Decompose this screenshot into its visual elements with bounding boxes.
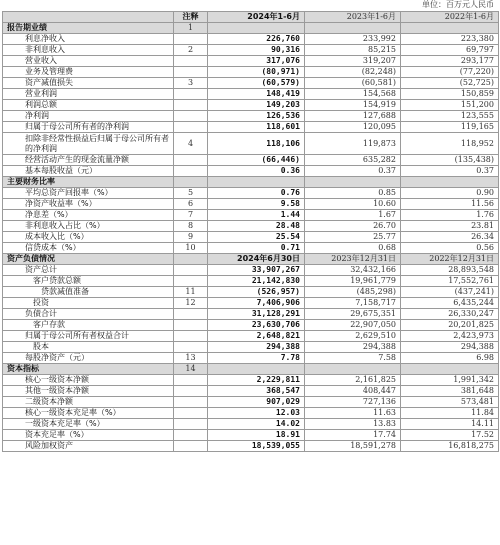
row-prior-value-2: 23.81 bbox=[401, 221, 499, 232]
row-prior-value-1: (82,248) bbox=[305, 67, 401, 78]
row-label: 业务及管理费 bbox=[3, 67, 174, 78]
row-current-value: 25.54 bbox=[208, 232, 305, 243]
row-current-value: 368,547 bbox=[208, 386, 305, 397]
row-label: 资产总计 bbox=[3, 265, 174, 276]
section-empty-cell bbox=[208, 23, 305, 34]
row-prior-value-2: 69,797 bbox=[401, 45, 499, 56]
row-prior-value-2: 151,200 bbox=[401, 100, 499, 111]
row-note bbox=[174, 397, 208, 408]
row-prior-value-1: 233,992 bbox=[305, 34, 401, 45]
row-label: 成本收入比（%） bbox=[3, 232, 174, 243]
subheader-current-date: 2024年6月30日 bbox=[208, 254, 305, 265]
table-header-row bbox=[3, 12, 499, 23]
row-note bbox=[174, 111, 208, 122]
row-prior-value-2: 0.37 bbox=[401, 166, 499, 177]
row-current-value: 21,142,830 bbox=[208, 276, 305, 287]
table-row bbox=[3, 122, 499, 133]
unit-label: 单位：百万元人民币 bbox=[422, 0, 494, 9]
row-current-value: (80,971) bbox=[208, 67, 305, 78]
table-row bbox=[3, 188, 499, 199]
row-prior-value-1: 32,432,166 bbox=[305, 265, 401, 276]
row-current-value: 2,229,811 bbox=[208, 375, 305, 386]
row-note bbox=[174, 56, 208, 67]
row-prior-value-2: 28,893,548 bbox=[401, 265, 499, 276]
row-prior-value-1: 7.58 bbox=[305, 353, 401, 364]
row-prior-value-2: (77,220) bbox=[401, 67, 499, 78]
financial-summary-table bbox=[2, 11, 499, 452]
table-row bbox=[3, 397, 499, 408]
row-prior-value-2: 119,165 bbox=[401, 122, 499, 133]
row-prior-value-2: 223,380 bbox=[401, 34, 499, 45]
row-label: 客户贷款总额 bbox=[3, 276, 174, 287]
table-row bbox=[3, 298, 499, 309]
row-current-value: 18.91 bbox=[208, 430, 305, 441]
row-label: 利润总额 bbox=[3, 100, 174, 111]
row-prior-value-1: 154,568 bbox=[305, 89, 401, 100]
row-prior-value-2: 573,481 bbox=[401, 397, 499, 408]
table-row bbox=[3, 342, 499, 353]
row-prior-value-1: 19,961,779 bbox=[305, 276, 401, 287]
row-current-value: 2,648,821 bbox=[208, 331, 305, 342]
row-current-value: 12.03 bbox=[208, 408, 305, 419]
row-label: 风险加权资产 bbox=[3, 441, 174, 452]
row-note: 9 bbox=[174, 232, 208, 243]
row-label: 非利息收入 bbox=[3, 45, 174, 56]
row-prior-value-1: 11.63 bbox=[305, 408, 401, 419]
table-row bbox=[3, 232, 499, 243]
row-prior-value-1: 22,907,050 bbox=[305, 320, 401, 331]
row-note: 8 bbox=[174, 221, 208, 232]
section-note bbox=[174, 254, 208, 265]
row-note bbox=[174, 419, 208, 430]
table-row bbox=[3, 287, 499, 298]
row-current-value: 0.36 bbox=[208, 166, 305, 177]
row-current-value: 7,406,906 bbox=[208, 298, 305, 309]
row-label: 营业利润 bbox=[3, 89, 174, 100]
row-note: 4 bbox=[174, 133, 208, 155]
row-prior-value-1: 26.70 bbox=[305, 221, 401, 232]
row-note bbox=[174, 166, 208, 177]
row-note: 12 bbox=[174, 298, 208, 309]
table-row bbox=[3, 111, 499, 122]
row-current-value: (60,579) bbox=[208, 78, 305, 89]
header-current-period: 2024年1-6月 bbox=[208, 12, 305, 23]
row-label: 利息净收入 bbox=[3, 34, 174, 45]
row-prior-value-1: 0.37 bbox=[305, 166, 401, 177]
table-row bbox=[3, 386, 499, 397]
row-prior-value-1: 13.83 bbox=[305, 419, 401, 430]
row-current-value: 23,630,706 bbox=[208, 320, 305, 331]
row-label: 净利润 bbox=[3, 111, 174, 122]
header-prior-period-1: 2023年1-6月 bbox=[305, 12, 401, 23]
row-prior-value-2: 26,330,247 bbox=[401, 309, 499, 320]
row-current-value: 31,128,291 bbox=[208, 309, 305, 320]
row-prior-value-1: 0.85 bbox=[305, 188, 401, 199]
table-row bbox=[3, 45, 499, 56]
row-label: 归属于母公司所有者权益合计 bbox=[3, 331, 174, 342]
table-row bbox=[3, 155, 499, 166]
row-current-value: 0.76 bbox=[208, 188, 305, 199]
row-current-value: 90,316 bbox=[208, 45, 305, 56]
table-row bbox=[3, 56, 499, 67]
row-prior-value-1: 119,873 bbox=[305, 133, 401, 155]
row-note: 11 bbox=[174, 287, 208, 298]
table-row bbox=[3, 265, 499, 276]
row-prior-value-2: 293,177 bbox=[401, 56, 499, 67]
table-row bbox=[3, 353, 499, 364]
row-prior-value-1: 10.60 bbox=[305, 199, 401, 210]
row-note bbox=[174, 67, 208, 78]
section-header-row bbox=[3, 364, 499, 375]
row-current-value: (66,446) bbox=[208, 155, 305, 166]
section-empty-cell bbox=[208, 177, 305, 188]
row-prior-value-2: 20,201,825 bbox=[401, 320, 499, 331]
row-prior-value-1: (60,581) bbox=[305, 78, 401, 89]
table-row bbox=[3, 221, 499, 232]
section-title: 主要财务比率 bbox=[3, 177, 174, 188]
table-row bbox=[3, 210, 499, 221]
row-note: 10 bbox=[174, 243, 208, 254]
row-note: 13 bbox=[174, 353, 208, 364]
row-note bbox=[174, 320, 208, 331]
row-prior-value-2: 123,555 bbox=[401, 111, 499, 122]
row-prior-value-2: (437,241) bbox=[401, 287, 499, 298]
row-prior-value-2: (135,438) bbox=[401, 155, 499, 166]
row-note bbox=[174, 155, 208, 166]
row-prior-value-1: 7,158,717 bbox=[305, 298, 401, 309]
row-note bbox=[174, 408, 208, 419]
row-label: 客户存款 bbox=[3, 320, 174, 331]
row-current-value: 317,076 bbox=[208, 56, 305, 67]
section-note: 14 bbox=[174, 364, 208, 375]
row-label: 基本每股收益（元） bbox=[3, 166, 174, 177]
row-current-value: 28.48 bbox=[208, 221, 305, 232]
row-label: 经营活动产生的现金流量净额 bbox=[3, 155, 174, 166]
section-empty-cell bbox=[401, 364, 499, 375]
row-prior-value-2: 26.34 bbox=[401, 232, 499, 243]
row-note bbox=[174, 430, 208, 441]
table-row bbox=[3, 243, 499, 254]
row-current-value: 7.78 bbox=[208, 353, 305, 364]
section-note: 1 bbox=[174, 23, 208, 34]
row-prior-value-1: 294,388 bbox=[305, 342, 401, 353]
section-empty-cell bbox=[305, 23, 401, 34]
row-prior-value-1: 85,215 bbox=[305, 45, 401, 56]
row-current-value: 907,029 bbox=[208, 397, 305, 408]
table-row bbox=[3, 408, 499, 419]
row-label: 营业收入 bbox=[3, 56, 174, 67]
row-label: 负债合计 bbox=[3, 309, 174, 320]
table-row bbox=[3, 430, 499, 441]
row-note: 5 bbox=[174, 188, 208, 199]
row-label: 信贷成本（%） bbox=[3, 243, 174, 254]
row-current-value: 9.58 bbox=[208, 199, 305, 210]
row-prior-value-2: 17.52 bbox=[401, 430, 499, 441]
table-row bbox=[3, 309, 499, 320]
section-empty-cell bbox=[401, 177, 499, 188]
row-note bbox=[174, 309, 208, 320]
row-prior-value-2: 2,423,973 bbox=[401, 331, 499, 342]
row-note: 3 bbox=[174, 78, 208, 89]
row-prior-value-1: 17.74 bbox=[305, 430, 401, 441]
table-row bbox=[3, 133, 499, 155]
row-label: 投资 bbox=[3, 298, 174, 309]
row-label: 每股净资产（元） bbox=[3, 353, 174, 364]
row-prior-value-2: 150,859 bbox=[401, 89, 499, 100]
row-note: 6 bbox=[174, 199, 208, 210]
row-prior-value-1: 154,919 bbox=[305, 100, 401, 111]
row-prior-value-1: 18,591,278 bbox=[305, 441, 401, 452]
row-note bbox=[174, 375, 208, 386]
row-current-value: 14.02 bbox=[208, 419, 305, 430]
row-label: 资产减值损失 bbox=[3, 78, 174, 89]
row-prior-value-1: 0.68 bbox=[305, 243, 401, 254]
header-item bbox=[3, 12, 174, 23]
table-row bbox=[3, 67, 499, 78]
table-row bbox=[3, 375, 499, 386]
row-prior-value-2: 1.76 bbox=[401, 210, 499, 221]
row-label: 净资产收益率（%） bbox=[3, 199, 174, 210]
row-note bbox=[174, 122, 208, 133]
row-label: 贷款减值准备 bbox=[3, 287, 174, 298]
row-prior-value-2: 294,388 bbox=[401, 342, 499, 353]
subheader-prior-date-2: 2022年12月31日 bbox=[401, 254, 499, 265]
section-note bbox=[174, 177, 208, 188]
table-row bbox=[3, 89, 499, 100]
row-prior-value-2: 6.98 bbox=[401, 353, 499, 364]
table-row bbox=[3, 320, 499, 331]
row-note bbox=[174, 331, 208, 342]
section-empty-cell bbox=[208, 364, 305, 375]
table-row bbox=[3, 166, 499, 177]
table-row bbox=[3, 78, 499, 89]
row-note: 7 bbox=[174, 210, 208, 221]
section-title: 资产负债情况 bbox=[3, 254, 174, 265]
table-row bbox=[3, 199, 499, 210]
row-note bbox=[174, 342, 208, 353]
row-label: 扣除非经常性损益后归属于母公司所有者的净利润 bbox=[3, 133, 174, 155]
row-current-value: 18,539,055 bbox=[208, 441, 305, 452]
row-label: 归属于母公司所有者的净利润 bbox=[3, 122, 174, 133]
header-prior-period-2: 2022年1-6月 bbox=[401, 12, 499, 23]
row-note bbox=[174, 276, 208, 287]
table-row bbox=[3, 100, 499, 111]
row-prior-value-1: 2,629,510 bbox=[305, 331, 401, 342]
section-empty-cell bbox=[305, 177, 401, 188]
row-current-value: 118,106 bbox=[208, 133, 305, 155]
row-note bbox=[174, 100, 208, 111]
row-prior-value-1: 127,688 bbox=[305, 111, 401, 122]
row-label: 二级资本净额 bbox=[3, 397, 174, 408]
row-label: 一级资本充足率（%） bbox=[3, 419, 174, 430]
subheader-prior-date-1: 2023年12月31日 bbox=[305, 254, 401, 265]
section-header-row bbox=[3, 23, 499, 34]
row-prior-value-2: 0.56 bbox=[401, 243, 499, 254]
row-current-value: 149,203 bbox=[208, 100, 305, 111]
row-prior-value-2: 16,818,275 bbox=[401, 441, 499, 452]
row-current-value: 294,388 bbox=[208, 342, 305, 353]
row-prior-value-1: (485,298) bbox=[305, 287, 401, 298]
table-row bbox=[3, 441, 499, 452]
row-note: 2 bbox=[174, 45, 208, 56]
row-prior-value-1: 635,282 bbox=[305, 155, 401, 166]
row-prior-value-1: 2,161,825 bbox=[305, 375, 401, 386]
row-prior-value-2: 14.11 bbox=[401, 419, 499, 430]
row-note bbox=[174, 89, 208, 100]
section-empty-cell bbox=[401, 23, 499, 34]
row-prior-value-2: (52,725) bbox=[401, 78, 499, 89]
row-prior-value-2: 17,552,761 bbox=[401, 276, 499, 287]
row-note bbox=[174, 386, 208, 397]
row-prior-value-2: 11.84 bbox=[401, 408, 499, 419]
row-prior-value-2: 1,991,342 bbox=[401, 375, 499, 386]
row-current-value: 148,419 bbox=[208, 89, 305, 100]
header-note: 注释 bbox=[174, 12, 208, 23]
row-prior-value-1: 25.77 bbox=[305, 232, 401, 243]
row-note bbox=[174, 34, 208, 45]
section-header-row bbox=[3, 177, 499, 188]
row-note bbox=[174, 265, 208, 276]
row-prior-value-2: 11.56 bbox=[401, 199, 499, 210]
row-current-value: 118,601 bbox=[208, 122, 305, 133]
row-label: 其他一级资本净额 bbox=[3, 386, 174, 397]
section-title: 资本指标 bbox=[3, 364, 174, 375]
table-row bbox=[3, 419, 499, 430]
row-current-value: (526,957) bbox=[208, 287, 305, 298]
table-row bbox=[3, 34, 499, 45]
row-current-value: 0.71 bbox=[208, 243, 305, 254]
row-current-value: 126,536 bbox=[208, 111, 305, 122]
section-header-row bbox=[3, 254, 499, 265]
row-prior-value-2: 381,648 bbox=[401, 386, 499, 397]
row-label: 平均总资产回报率（%） bbox=[3, 188, 174, 199]
row-current-value: 33,907,267 bbox=[208, 265, 305, 276]
row-prior-value-2: 0.90 bbox=[401, 188, 499, 199]
table-row bbox=[3, 276, 499, 287]
row-prior-value-1: 319,207 bbox=[305, 56, 401, 67]
row-prior-value-1: 1.67 bbox=[305, 210, 401, 221]
row-prior-value-1: 120,095 bbox=[305, 122, 401, 133]
row-current-value: 226,760 bbox=[208, 34, 305, 45]
row-note bbox=[174, 441, 208, 452]
row-label: 净息差（%） bbox=[3, 210, 174, 221]
table-row bbox=[3, 331, 499, 342]
row-label: 股本 bbox=[3, 342, 174, 353]
section-title: 报告期业绩 bbox=[3, 23, 174, 34]
row-label: 核心一级资本净额 bbox=[3, 375, 174, 386]
row-current-value: 1.44 bbox=[208, 210, 305, 221]
section-empty-cell bbox=[305, 364, 401, 375]
row-prior-value-1: 408,447 bbox=[305, 386, 401, 397]
row-prior-value-2: 118,952 bbox=[401, 133, 499, 155]
row-prior-value-1: 727,136 bbox=[305, 397, 401, 408]
row-prior-value-2: 6,435,244 bbox=[401, 298, 499, 309]
row-prior-value-1: 29,675,351 bbox=[305, 309, 401, 320]
row-label: 核心一级资本充足率（%） bbox=[3, 408, 174, 419]
row-label: 非利息收入占比（%） bbox=[3, 221, 174, 232]
row-label: 资本充足率（%） bbox=[3, 430, 174, 441]
